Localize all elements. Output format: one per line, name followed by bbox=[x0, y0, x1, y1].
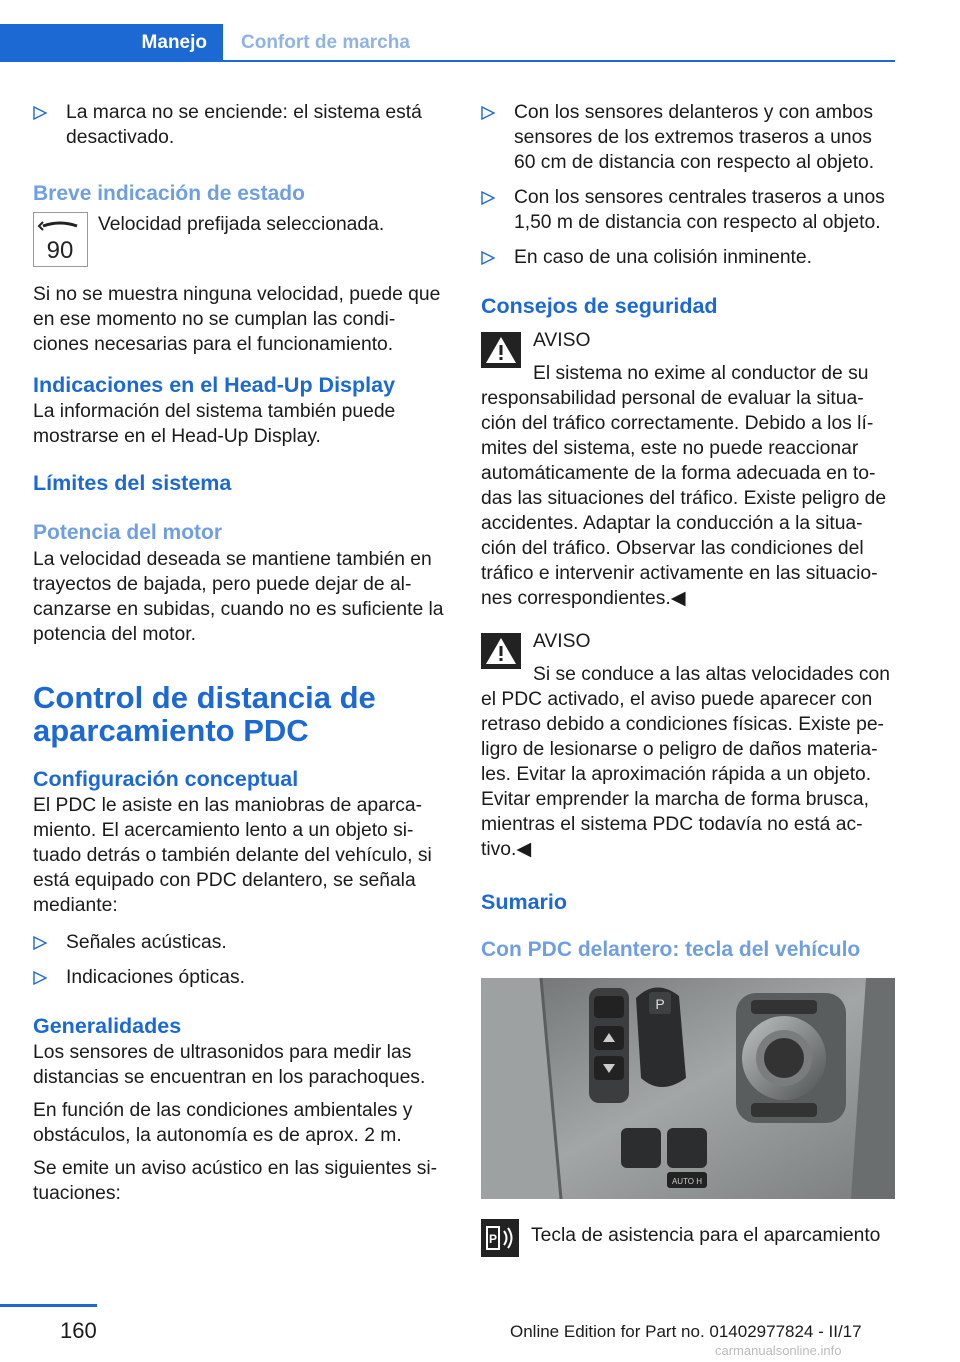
triangle-bullet-icon bbox=[481, 251, 495, 265]
paragraph: Los sensores de ultrasonidos para medir las distancias se encuentran en los parachoques. bbox=[33, 1042, 426, 1088]
heading-concept: Configuración conceptual bbox=[33, 767, 299, 791]
list-item bbox=[33, 930, 448, 955]
parking-assist-button-icon bbox=[481, 1219, 519, 1257]
heading-front-pdc: Con PDC delantero: tecla del vehículo bbox=[481, 938, 861, 961]
warning-block bbox=[481, 328, 896, 611]
heading-limits: Límites del sistema bbox=[33, 471, 232, 495]
bullet-text: En caso de una colisión inminente. bbox=[514, 247, 812, 268]
footer-rule bbox=[0, 1304, 97, 1307]
console-photo bbox=[481, 978, 895, 1199]
bullet-text: Con los sensores delanteros y con ambos sensores de los extremos traseros a unos 60 cm de distancia con respecto al objeto. bbox=[514, 102, 875, 173]
watermark: carmanualsonline.info bbox=[715, 1343, 842, 1358]
caption-text: Tecla de asistencia para el aparcamiento bbox=[531, 1225, 881, 1246]
paragraph: El PDC le asiste en las maniobras de aparca‐miento. El acercamiento lento a un objeto si‐tuado detrás o también delante del vehículo, si está equipado con PDC delantero, se señala mediante: bbox=[33, 795, 432, 916]
paragraph: La información del sistema también puede mostrarse en el Head-Up Display. bbox=[33, 401, 396, 447]
list-item bbox=[33, 965, 448, 990]
warning-icon bbox=[481, 633, 521, 669]
left-column bbox=[33, 100, 448, 1214]
triangle-bullet-icon bbox=[481, 191, 495, 205]
warning-text: Si se conduce a las altas velocidades con el PDC activado, el aviso puede aparecer con retraso debido a condiciones físicas. Existe pe‐ligro de lesionarse o peligro de daños materia‐les. Evitar la aproximación rápida a un objeto. Evitar emprender la marcha de forma brusca, mientras el sistema PDC todavía no está ac‐tivo.◀ bbox=[481, 664, 890, 860]
speed-number: 90 bbox=[46, 237, 74, 264]
warning-block bbox=[481, 629, 896, 862]
auto-hold-label: AUTO H bbox=[671, 1177, 703, 1186]
triangle-bullet-icon bbox=[33, 936, 47, 950]
paragraph: La velocidad deseada se mantiene también en trayectos de bajada, pero puede dejar de al‐canzarse en subidas, cuando no es suficiente la potencia del motor. bbox=[33, 549, 444, 645]
heading-power: Potencia del motor bbox=[33, 521, 223, 544]
speed-limit-icon bbox=[33, 212, 88, 267]
list-item bbox=[481, 245, 896, 270]
warning-title: AVISO bbox=[533, 631, 591, 652]
center-console-image bbox=[481, 978, 895, 1199]
triangle-bullet-icon bbox=[33, 106, 47, 120]
heading-general: Generalidades bbox=[33, 1014, 182, 1038]
paragraph: Se emite un aviso acústico en las siguientes si‐tuaciones: bbox=[33, 1158, 438, 1204]
svg-text:P: P bbox=[655, 996, 665, 1012]
header-tab-bar bbox=[0, 24, 895, 62]
tab-manejo[interactable]: Manejo bbox=[0, 24, 223, 62]
status-text: Velocidad prefijada seleccionada. bbox=[98, 214, 385, 235]
heading-status: Breve indicación de estado bbox=[33, 182, 305, 205]
tab-confort-de-marcha[interactable]: Confort de marcha bbox=[241, 32, 410, 53]
right-column bbox=[481, 100, 896, 1259]
triangle-bullet-icon bbox=[33, 971, 47, 985]
list-item bbox=[481, 100, 896, 175]
warning-text: El sistema no exime al conductor de su responsabilidad personal de evaluar la situa‐ción del tráfico correctamente. Debido a los lí‐mites del sistema, este no puede reaccionar automáticamente de la forma adecuada en to‐das las situaciones del tráfico. Existe peligro de accidentes. Adaptar la conducción a la situa‐ción del tráfico. Observar las condiciones del tráfico e intervenir activamente en las situacio‐nes correspondientes.◀ bbox=[481, 363, 887, 609]
warning-icon bbox=[481, 332, 521, 368]
heading-summary: Sumario bbox=[481, 890, 568, 914]
heading-safety: Consejos de seguridad bbox=[481, 294, 718, 318]
bullet-text: Indicaciones ópticas. bbox=[66, 967, 245, 988]
bullet-text: Con los sensores centrales traseros a unos 1,50 m de distancia con respecto al objeto. bbox=[514, 187, 885, 233]
page-number: 160 bbox=[60, 1318, 97, 1343]
edition-text: Online Edition for Part no. 01402977824 - II/17 bbox=[510, 1322, 862, 1341]
list-item bbox=[33, 100, 448, 150]
paragraph: En función de las condiciones ambientales y obstáculos, la autonomía es de aprox. 2 m. bbox=[33, 1100, 413, 1146]
section-title-pdc: Control de distancia de aparcamiento PDC bbox=[33, 680, 376, 748]
heading-hud: Indicaciones en el Head-Up Display bbox=[33, 373, 396, 397]
bullet-text: La marca no se enciende: el sistema está desactivado. bbox=[66, 102, 422, 148]
svg-text:P: P bbox=[488, 1232, 498, 1246]
status-row bbox=[33, 212, 448, 272]
list-item bbox=[481, 185, 896, 235]
warning-title: AVISO bbox=[533, 330, 591, 351]
bullet-text: Señales acústicas. bbox=[66, 932, 227, 953]
paragraph: Si no se muestra ninguna velocidad, puede que en ese momento no se cumplan las condi‐ciones necesarias para el funcionamiento. bbox=[33, 284, 441, 355]
triangle-bullet-icon bbox=[481, 106, 495, 120]
caption-row bbox=[481, 1219, 896, 1259]
